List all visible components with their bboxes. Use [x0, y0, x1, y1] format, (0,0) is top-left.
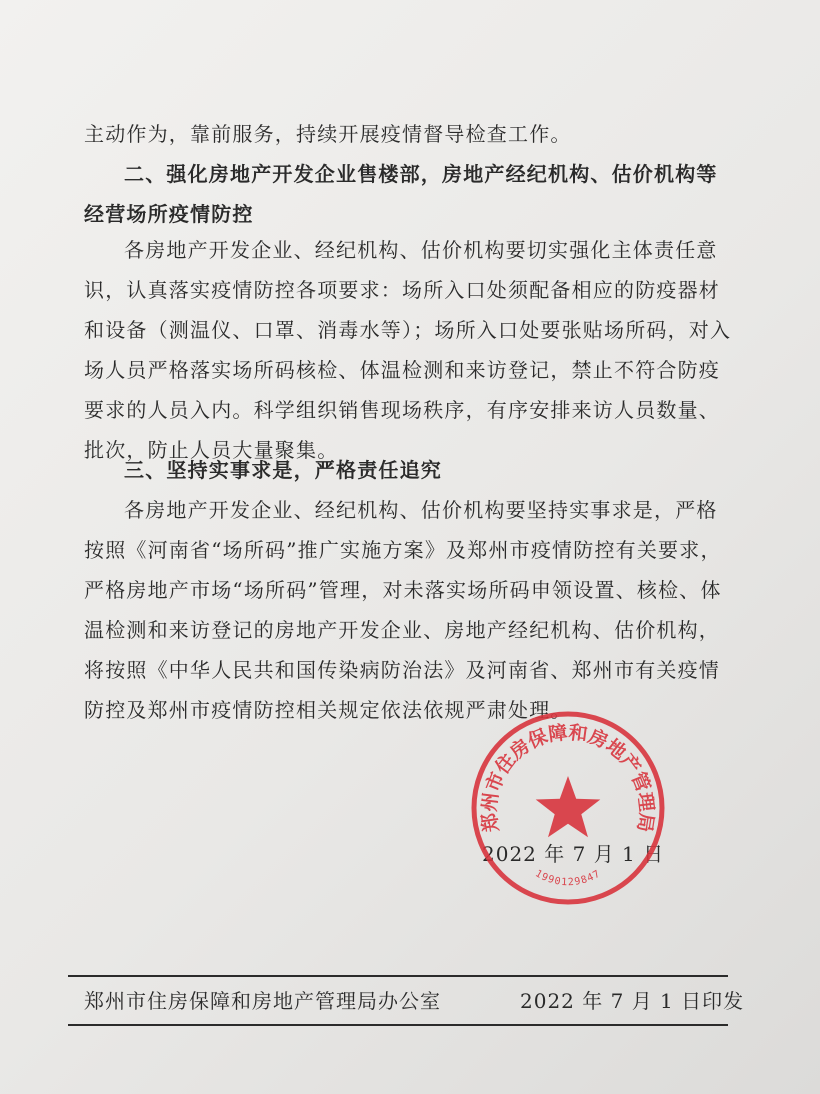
footer-top-rule	[68, 975, 728, 977]
footer-organization: 郑州市住房保障和房地产管理局办公室	[84, 989, 441, 1013]
footer-bottom-rule	[68, 1024, 728, 1026]
section-two-body: 各房地产开发企业、经纪机构、估价机构要切实强化主体责任意识，认真落实疫情防控各项要求：场所入口处须配备相应的防疫器材和设备（测温仪、口罩、消毒水等）；场所入口处要张贴场所码，对入场人员严格落实场所码核检、体温检测和来访登记，禁止不符合防疫要求的人员入内。科学组织销售现场秩序，有序安排来访人员数量、批次，防止人员大量聚集。	[84, 238, 732, 462]
section-three-heading: 三、坚持实事求是，严格责任追究	[124, 458, 442, 482]
official-seal-icon	[468, 708, 668, 908]
signature-date: 2022 年 7 月 1 日	[482, 842, 665, 866]
seal-star-icon	[536, 776, 601, 837]
svg-text:1990129847: 1990129847	[533, 868, 603, 889]
footer-issue-date: 2022 年 7 月 1 日印发	[520, 989, 745, 1013]
intro-paragraph: 主动作为，靠前服务，持续开展疫情督导检查工作。	[84, 122, 572, 146]
section-two-heading: 二、强化房地产开发企业售楼部，房地产经纪机构、估价机构等经营场所疫情防控	[84, 162, 718, 226]
svg-text:郑州市住房保障和房地产管理局: 郑州市住房保障和房地产管理局	[478, 721, 658, 834]
section-three-body: 各房地产开发企业、经纪机构、估价机构要坚持实事求是，严格按照《河南省“场所码”推广实施方案》及郑州市疫情防控有关要求，严格房地产市场“场所码”管理，对未落实场所码申领设置、核检、体温检测和来访登记的房地产开发企业、房地产经纪机构、估价机构，将按照《中华人民共和国传染病防治法》及河南省、郑州市有关疫情防控及郑州市疫情防控相关规定依法依规严肃处理。	[84, 498, 722, 722]
